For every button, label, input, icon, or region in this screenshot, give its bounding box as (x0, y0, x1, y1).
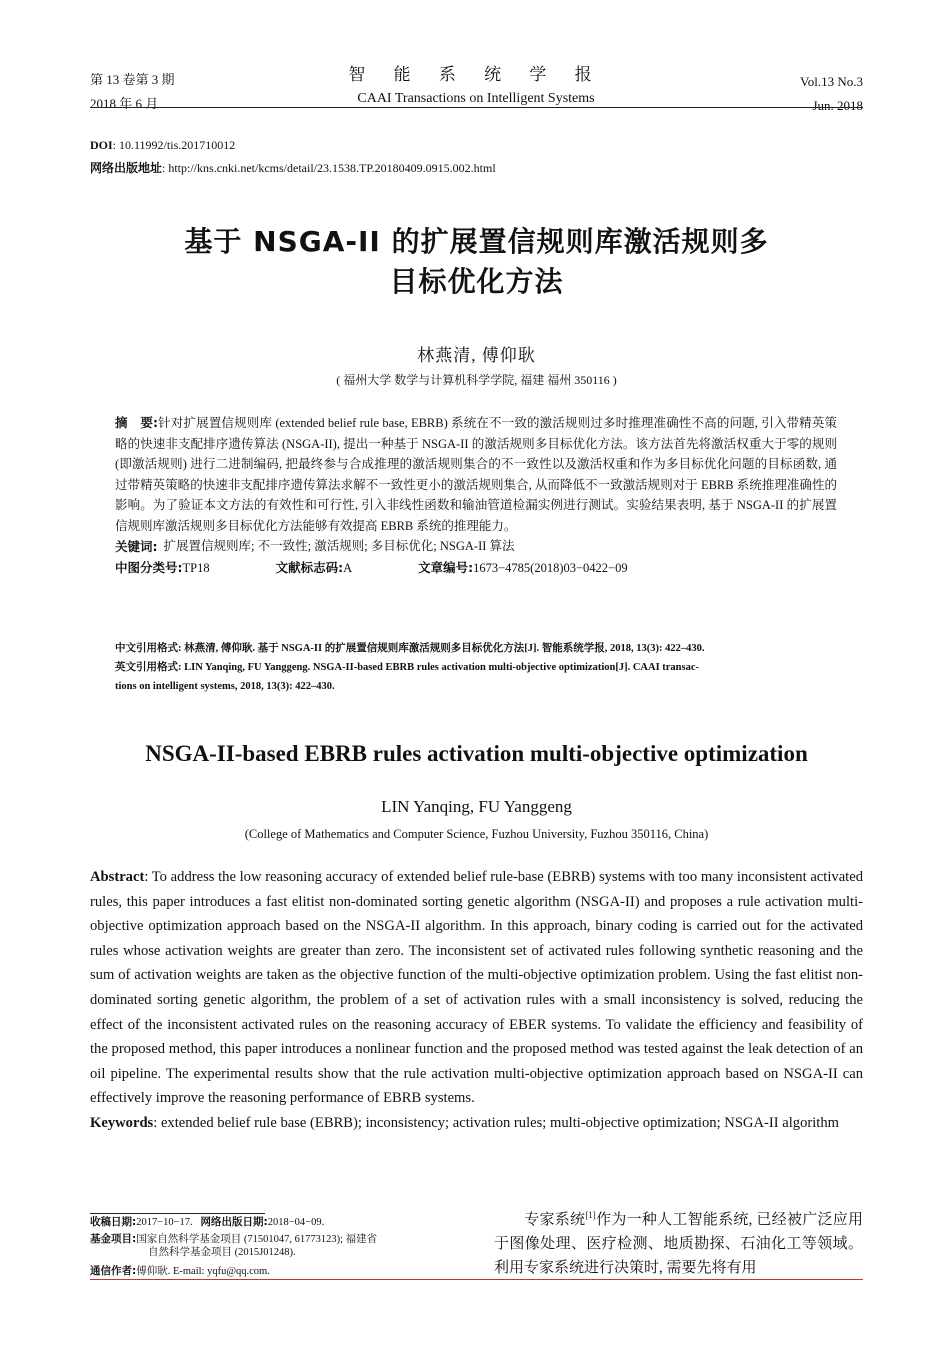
article-no-label: 文章编号: (418, 560, 474, 575)
footnote-corresponding (90, 1265, 490, 1278)
doi-line (90, 138, 235, 153)
header-journal (300, 64, 652, 110)
title-cn-line-2: 目标优化方法 (389, 265, 564, 298)
header-issue-info (90, 68, 175, 116)
article-no-value: 1673−4785(2018)03−0422−09 (473, 561, 628, 575)
abstract-en (90, 865, 863, 1136)
online-address-line (90, 159, 496, 176)
journal-title-cn: 智 能 系 统 学 报 (348, 65, 604, 84)
keywords-cn (115, 536, 837, 557)
keywords-en-text: : extended belief rule base (EBRB); inconsistency; activation rules; multi-objective optimization; NSGA-II algorithm (153, 1114, 839, 1131)
keywords-cn-label: 关键词: (115, 539, 158, 554)
keywords-en-label: Keywords (90, 1114, 154, 1131)
fund-line-1: 国家自然科学基金项目 (71501047, 61773123); 福建省 (136, 1234, 378, 1245)
header-rule (90, 107, 863, 108)
clc-label: 中图分类号: (115, 560, 183, 575)
footnote-dates (90, 1216, 490, 1229)
abstract-cn (115, 413, 837, 579)
received-label: 收稿日期: (90, 1216, 137, 1228)
doi-value: : 10.11992/tis.201710012 (112, 138, 236, 152)
authors-en: LIN Yanqing, FU Yanggeng (381, 797, 572, 816)
corresponding-label: 通信作者: (90, 1265, 137, 1277)
online-date-label: 网络出版日期: (200, 1216, 268, 1228)
abstract-en-text: : To address the low reasoning accuracy of extended belief rule-base (EBRB) systems with too many inconsistent activated rules, this paper introduces a fast elitist non-dominated sorting genetic algorithm (NSGA-II) and proposes a rule activation multi-objective optimization approach based on the NSGA-II algorithm. In this approach, binary coding is carried out for the activated rules whose activation weights are greater than zero. The inconsistent set of activated rules following synthetic reasoning and the sum of activation weights are taken as the objective function of the multi-objective optimization problem. Using the fast elitist non-dominated sorting genetic algorithm, the problem of a set of activation rules with a small inconsistency is solved, reducing the effect of the inconsistent activated rules on the reasoning accuracy of EBER systems. To validate the efficiency and feasibility of the proposed method, this paper introduces a nonlinear function and the proposed method was tested against the leak detection of an oil pipeline. The experimental results show that the rule activation multi-objective optimization approach based on NSGA-II can effectively improve the reasoning performance of EBRB systems. (90, 869, 863, 1107)
reference-marker: [1] (585, 1210, 596, 1220)
fund-line-2: 自然科学基金项目 (2015J01248). (148, 1247, 296, 1258)
paper-title-en: NSGA-II-based EBRB rules activation multi-objective optimization (145, 741, 808, 766)
doc-code-value: A (343, 561, 353, 575)
doc-code-label: 文献标志码: (275, 560, 344, 575)
clc-value: TP18 (182, 561, 210, 575)
abstract-cn-body (115, 413, 837, 536)
header-volume-en (800, 70, 863, 118)
online-address-label: 网络出版地址 (90, 161, 163, 175)
doi-label: DOI (90, 138, 113, 152)
paper-title-cn (90, 222, 863, 302)
online-address-value: : http://kns.cnki.net/kcms/detail/23.1538.TP.20180409.0915.002.html (162, 161, 496, 175)
abstract-en-body (90, 865, 863, 1111)
body-text-start: 专家系统 (524, 1212, 586, 1228)
citation-block (115, 639, 837, 696)
body-paragraph (494, 1203, 863, 1280)
classification-line (115, 557, 837, 579)
abstract-en-label: Abstract (90, 869, 145, 885)
affiliation-cn: ( 福州大学 数学与计算机科学学院, 福建 福州 350116 ) (336, 373, 617, 387)
footnote-rule (90, 1213, 265, 1214)
keywords-cn-text: 扩展置信规则库; 不一致性; 激活规则; 多目标优化; NSGA-II 算法 (163, 539, 515, 553)
received-value: 2017−10−17. (136, 1217, 193, 1228)
header-month: Jun. 2018 (812, 98, 863, 113)
title-cn-line-1: 基于 NSGA-II 的扩展置信规则库激活规则多 (184, 225, 769, 258)
abstract-cn-label: 摘 要: (115, 415, 158, 430)
header-volume: 第 13 卷第 3 期 (90, 72, 175, 87)
citation-en-line-1: 英文引用格式: LIN Yanqing, FU Yanggeng. NSGA-II-based EBRB rules activation multi-objective optimization[J]. CAAI transac- (115, 662, 700, 673)
authors-cn: 林燕清, 傅仰耿 (417, 346, 536, 365)
keywords-en (90, 1111, 863, 1136)
header-date: 2018 年 6 月 (90, 96, 159, 111)
header-vol-no: Vol.13 No.3 (800, 74, 863, 89)
body-text-rest: 作为一种人工智能系统, 已经被广泛应用于图像处理、医疗检测、地质勘探、石油化工等领域。利用专家系统进行决策时, 需要先将有用 (494, 1212, 863, 1276)
citation-cn: 中文引用格式: 林燕清, 傅仰耿. 基于 NSGA-II 的扩展置信规则库激活规则多目标优化方法[J]. 智能系统学报, 2018, 13(3): 422–430. (115, 643, 705, 654)
affiliation-en: (College of Mathematics and Computer Science, Fuzhou University, Fuzhou 350116, China) (244, 827, 709, 841)
corresponding-value: 傅仰耿. E-mail: yqfu@qq.com. (136, 1266, 270, 1277)
journal-title-en: CAAI Transactions on Intelligent Systems (357, 91, 595, 106)
online-date-value: 2018−04−09. (267, 1217, 325, 1228)
citation-en-line-2: tions on intelligent systems, 2018, 13(3): 422–430. (115, 681, 335, 692)
fund-label: 基金项目: (90, 1233, 137, 1245)
abstract-cn-text: 针对扩展置信规则库 (extended belief rule base, EBRB) 系统在不一致的激活规则过多时推理准确性不高的问题, 引入带精英策略的快速非支配排序遗传算法 (NSGA-II), 提出一种基于 NSGA-II 的激活规则多目标优化方法。该方法首先将激活权重大于零的规则 (即激活规则) 进行二进制编码, 把最终参与合成推理的激活规则集合的不一致性以及激活权重和作为多目标优化问题的目标函数, 通过带精英策略的快速非支配排序遗传算法求解不一致性更小的激活规则集合, 从而降低不一致激活规则对于 EBRB 系统推理准确性的影响。为了验证本文方法的有效性和可行性, 引入非线性函数和输油管道检漏实例进行测试。实验结果表明, 基于 NSGA-II 的扩展置信规则库激活规则多目标优化方法能够有效提高 EBRB 系统的推理能力。 (115, 416, 837, 533)
footnote-fund (90, 1233, 490, 1246)
